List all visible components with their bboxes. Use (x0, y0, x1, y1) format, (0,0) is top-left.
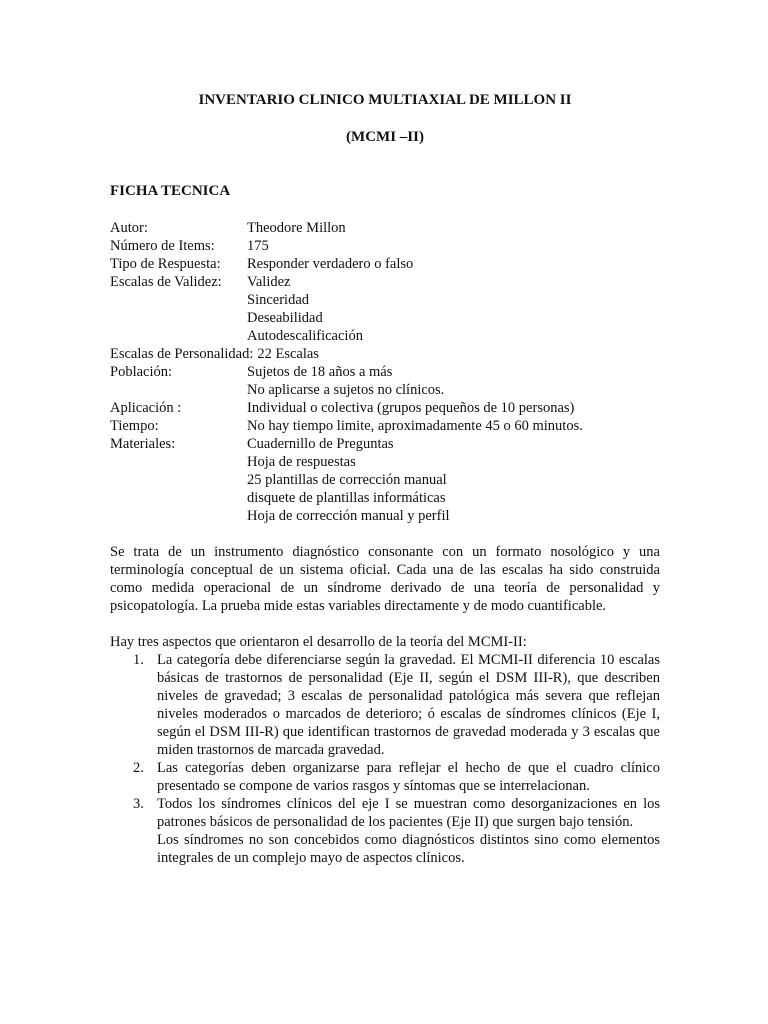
field-value: Autodescalificación (247, 328, 363, 344)
field-values (253, 345, 660, 363)
field-values (247, 399, 660, 417)
aspect-text: Todos los síndromes clínicos del eje I se muestran como desorganizaciones en los patrones básicos de personalidad de los pacientes (Eje II) que surgen bajo tensión. (157, 796, 660, 830)
field-label: Autor: (110, 220, 148, 236)
document-subtitle: (MCMI –II) (346, 129, 424, 145)
field-values (247, 417, 660, 435)
field-row (110, 417, 660, 435)
document-page (110, 90, 660, 867)
section-heading: FICHA TECNICA (110, 183, 231, 199)
field-label: Escalas de Validez: (110, 274, 222, 290)
field-value: Responder verdadero o falso (247, 256, 414, 272)
technical-sheet-fields (110, 219, 660, 525)
field-value: Individual o colectiva (grupos pequeños de 10 personas) (247, 400, 575, 416)
field-row (110, 345, 660, 363)
field-row (110, 399, 660, 417)
field-value: 22 Escalas (257, 346, 319, 362)
field-value: Sujetos de 18 años a más (247, 364, 393, 380)
field-value: 25 plantillas de corrección manual (247, 472, 447, 488)
field-value: Cuadernillo de Preguntas (247, 436, 394, 452)
field-row (110, 255, 660, 273)
aspect-item (133, 759, 660, 795)
field-value: Sinceridad (247, 292, 310, 308)
field-values (247, 255, 660, 273)
field-label: Materiales: (110, 436, 176, 452)
aspect-text: La categoría debe diferenciarse según la gravedad. El MCMI-II diferencia 10 escalas básicas de trastornos de personalidad (Eje II, según el DSM III-R), que describen niveles de gravedad; 3 escalas de personalidad patológica más severa que reflejan niveles moderados o marcados de deterioro; ó escalas de síndromes clínicos (Eje I, según el DSM III-R) que identifican trastornos de gravedad moderada y 3 escalas que miden trastornos de marcada gravedad. (157, 652, 660, 758)
field-label: Escalas de Personalidad: (110, 346, 254, 362)
field-values (247, 435, 660, 525)
aspect-item (133, 795, 660, 867)
aspects-intro: Hay tres aspectos que orientaron el desarrollo de la teoría del MCMI-II: (110, 634, 527, 650)
field-row (110, 219, 660, 237)
aspect-number: 1. (133, 652, 144, 668)
field-values (247, 273, 660, 345)
field-value: Theodore Millon (247, 220, 346, 236)
field-values (247, 237, 660, 255)
field-value: 175 (247, 238, 269, 254)
field-label: Tipo de Respuesta: (110, 256, 221, 272)
field-label: Aplicación : (110, 400, 182, 416)
field-value: Validez (247, 274, 291, 290)
field-row (110, 435, 660, 525)
aspect-extra-text: Los síndromes no son concebidos como diagnósticos distintos sino como elementos integrales de un complejo mayo de aspectos clínicos. (157, 832, 660, 866)
field-label: Población: (110, 364, 173, 380)
field-row (110, 237, 660, 255)
field-value: Hoja de respuestas (247, 454, 356, 470)
field-value: No hay tiempo limite, aproximadamente 45 o 60 minutos. (247, 418, 583, 434)
field-label: Tiempo: (110, 418, 159, 434)
field-values (247, 363, 660, 399)
aspect-item (133, 651, 660, 759)
document-title: INVENTARIO CLINICO MULTIAXIAL DE MILLON II (198, 92, 572, 108)
field-value: No aplicarse a sujetos no clínicos. (247, 382, 445, 398)
field-row (110, 363, 660, 399)
aspect-number: 3. (133, 796, 144, 812)
aspects-list (110, 651, 660, 867)
aspect-number: 2. (133, 760, 144, 776)
field-value: Hoja de corrección manual y perfil (247, 508, 450, 524)
field-label: Número de Items: (110, 238, 215, 254)
field-value: disquete de plantillas informáticas (247, 490, 446, 506)
description-paragraph: Se trata de un instrumento diagnóstico consonante con un formato nosológico y una terminología conceptual de un sistema oficial. Cada una de las escalas ha sido construida como medida operacional de un síndrome derivado de una teoría de personalidad y psicopatología. La prueba mide estas variables directamente y de modo cuantificable. (110, 544, 660, 614)
field-row (110, 273, 660, 345)
field-value: Deseabilidad (247, 310, 323, 326)
aspect-text: Las categorías deben organizarse para reflejar el hecho de que el cuadro clínico presentado se compone de varios rasgos y síntomas que se interrelacionan. (157, 760, 660, 794)
field-values (247, 219, 660, 237)
